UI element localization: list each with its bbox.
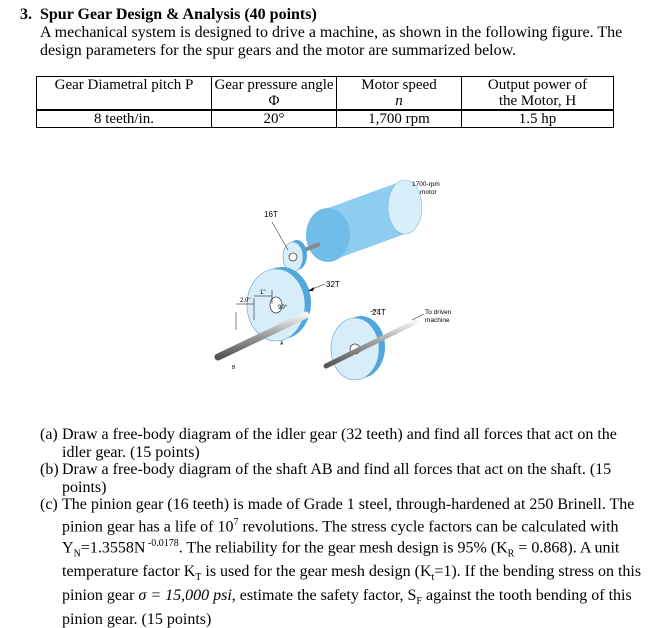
question-number: 3.: [20, 6, 32, 23]
header-cell-motor-speed: Motor speed n: [337, 77, 462, 111]
label-16t: 16T: [264, 210, 278, 219]
part-b-text: Draw a free-body diagram of the shaft AB and find all forces that act on the shaft. (15 points): [62, 461, 612, 496]
value-motor-speed: 1,700 rpm: [337, 110, 462, 128]
point-b: B: [232, 365, 236, 371]
header-cell-pressure-angle: Gear pressure angle Φ: [212, 77, 337, 111]
part-a: [40, 426, 644, 461]
question-intro: A mechanical system is designed to drive a machine, as shown in the following figure. The design parameters for the spur gears and the motor are summarized below.: [40, 24, 623, 59]
label-24t: 24T: [372, 308, 386, 317]
motor: [306, 180, 422, 262]
dim-1in: 1": [260, 290, 266, 296]
point-a: A: [280, 341, 284, 347]
part-c-label: (c): [40, 496, 58, 513]
leader-driven: [412, 314, 424, 320]
part-c: (c) The pinion gear (16 teeth) is made of Grade 1 steel, through-hardened at 250 Brinell. The pinion gear has a life of $10^7$ revolutions. The stress cycle factors can be calculated with $Y_N=1.3558N$ $^{-0.0178}$. The reliability for the gear mesh design is 95% $(K_R = 0.868)$. A unit temperature factor $K_T$ is used for the gear mesh design $(K_t=1)$. If the bending stress on this pinion gear σ = 15,000 psi, estimate the safety factor, $S_F$ against the tooth bending of this pinion gear. (15 points): [40, 496, 642, 628]
leader-16t: [272, 222, 288, 250]
part-b-label: (b): [40, 461, 59, 478]
table-header-row: [37, 77, 614, 111]
question-title: Spur Gear Design & Analysis (40 points): [40, 6, 317, 23]
value-output-power: 1.5 hp: [462, 110, 614, 128]
motor-label-line2: motor: [420, 189, 437, 196]
driven-label-line1: To driven: [425, 309, 452, 316]
parameters-table: [36, 76, 614, 128]
header-cell-output-power: Output power of the Motor, H: [462, 77, 614, 111]
value-pitch: 8 teeth/in.: [37, 110, 212, 128]
dim-2in: 2.0": [240, 298, 251, 304]
value-pressure-angle: 20°: [212, 110, 337, 128]
driven-label-line2: machine: [425, 317, 450, 324]
part-a-text: Draw a free-body diagram of the idler gear (32 teeth) and find all forces that act on the idler gear. (15 points): [62, 426, 617, 461]
pinion-gear-16t: [283, 240, 307, 272]
label-32t: 32T: [326, 280, 340, 289]
question-heading: [20, 6, 317, 24]
question-parts: [40, 426, 644, 628]
motor-label-line1: 1700-rpm: [412, 181, 440, 188]
table-values-row: [37, 110, 614, 128]
angle-90: 90°: [278, 305, 288, 311]
header-cell-pitch: Gear Diametral pitch P: [37, 77, 212, 111]
gear-train-figure: [200, 172, 480, 382]
part-b: [40, 461, 644, 496]
part-a-label: (a): [40, 426, 58, 443]
